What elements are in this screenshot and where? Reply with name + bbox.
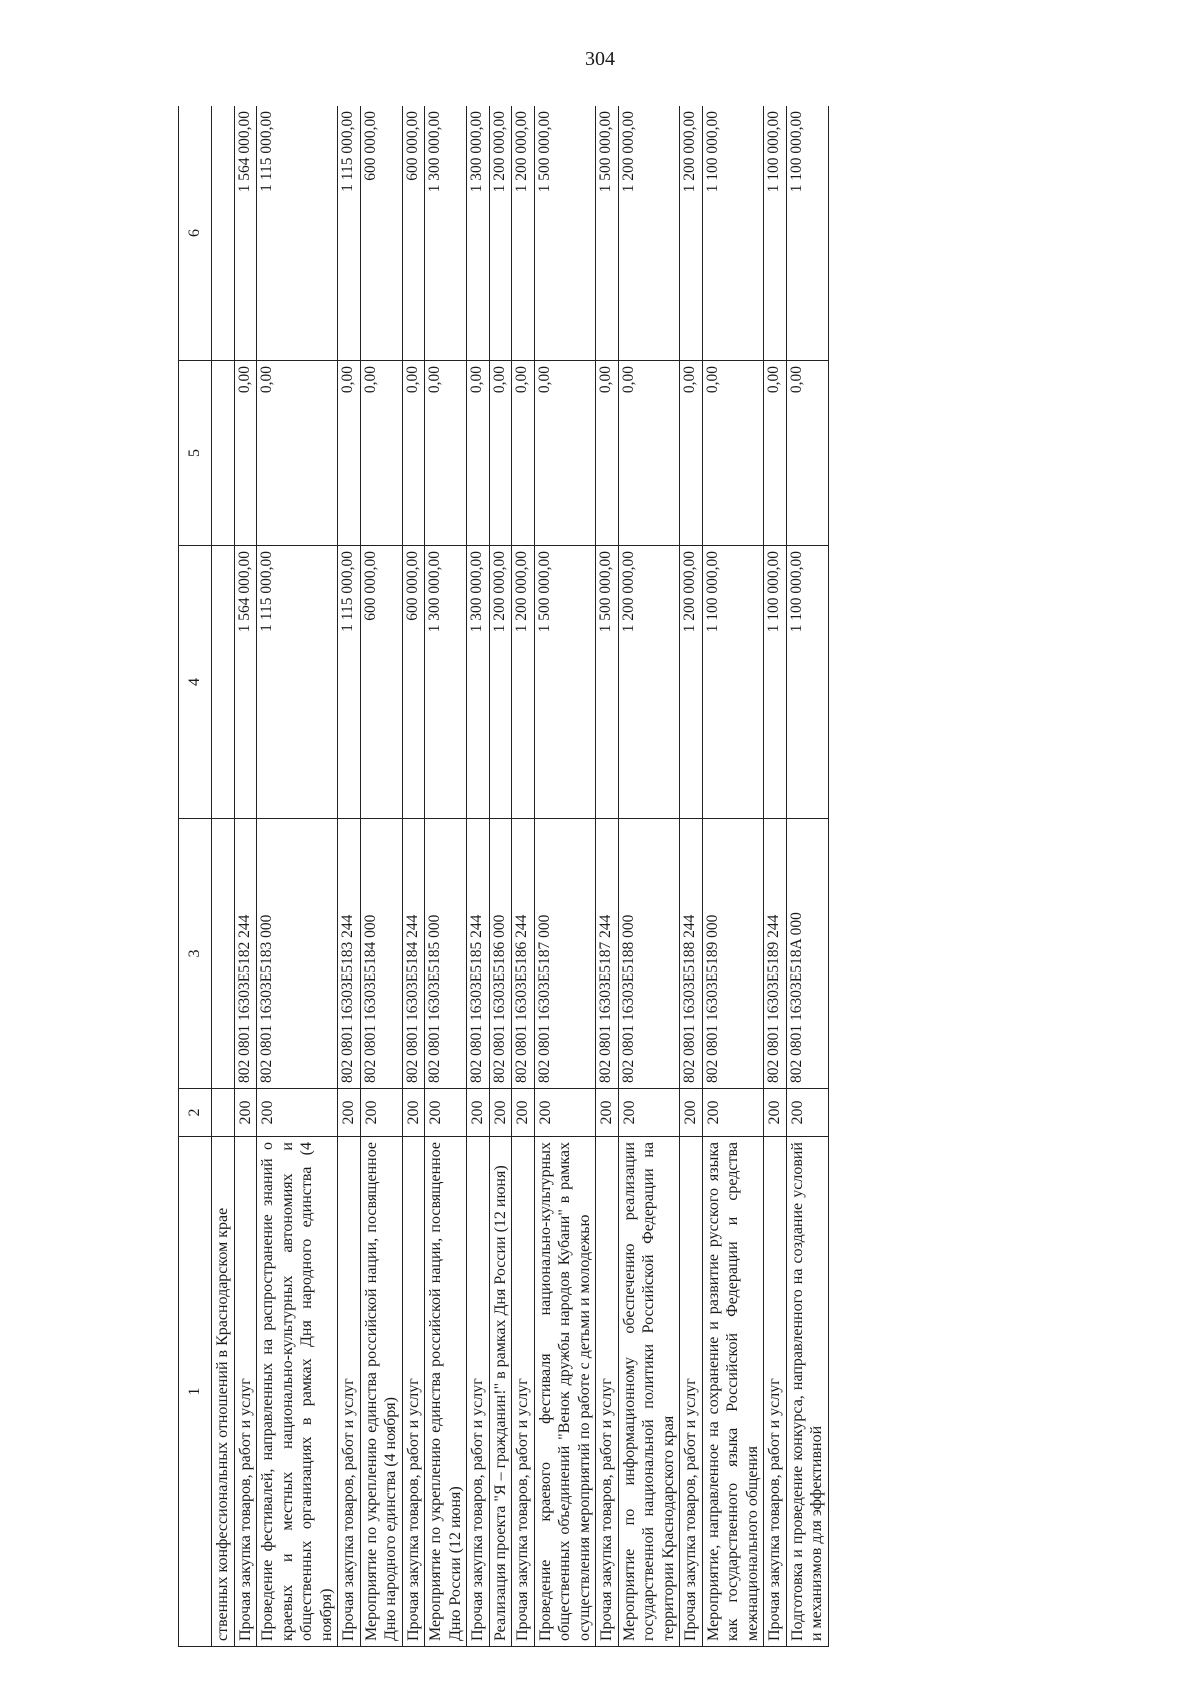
- row-name-cell: Прочая закупка товаров, работ и услуг: [402, 1137, 425, 1647]
- row-col2-cell: 200: [534, 1089, 596, 1137]
- row-col2-cell: 200: [338, 1089, 361, 1137]
- row-col4-cell: 1 500 000,00: [596, 546, 619, 819]
- row-col5-cell: 0,00: [702, 361, 764, 546]
- table-row: [764, 106, 787, 1647]
- row-code-cell: 802 0801 16303E5187 000: [534, 819, 596, 1089]
- row-col5-cell: 0,00: [425, 361, 467, 546]
- row-name-cell: Прочая закупка товаров, работ и услуг: [338, 1137, 361, 1647]
- row-col2-cell: 200: [425, 1089, 467, 1137]
- row-col2-cell: [212, 1089, 235, 1137]
- row-code-cell: 802 0801 16303E5183 000: [257, 819, 338, 1089]
- row-col4-cell: 1 300 000,00: [467, 546, 490, 819]
- table-row: [234, 106, 257, 1647]
- rotated-table-content: [178, 106, 1200, 1647]
- rotated-table-frame: [178, 106, 1200, 1647]
- row-code-cell: 802 0801 16303E5184 000: [360, 819, 402, 1089]
- header-col-3: 3: [179, 819, 212, 1089]
- header-col-4: 4: [179, 546, 212, 819]
- row-col5-cell: 0,00: [680, 361, 703, 546]
- table-row: [338, 106, 361, 1647]
- row-name-cell: Мероприятие по укреплению единства российской нации, посвященное Дню народного единства (4 ноября): [360, 1137, 402, 1647]
- row-name-cell: Прочая закупка товаров, работ и услуг: [234, 1137, 257, 1647]
- row-col6-cell: 1 200 000,00: [680, 106, 703, 361]
- row-name-cell: Прочая закупка товаров, работ и услуг: [764, 1137, 787, 1647]
- row-col6-cell: 1 300 000,00: [467, 106, 490, 361]
- row-col5-cell: 0,00: [596, 361, 619, 546]
- row-col6-cell: 1 100 000,00: [764, 106, 787, 361]
- row-code-cell: 802 0801 16303E5182 244: [234, 819, 257, 1089]
- row-col2-cell: 200: [234, 1089, 257, 1137]
- row-col5-cell: 0,00: [618, 361, 680, 546]
- row-col5-cell: 0,00: [764, 361, 787, 546]
- row-col6-cell: 1 115 000,00: [257, 106, 338, 361]
- table-row: [680, 106, 703, 1647]
- row-col5-cell: 0,00: [234, 361, 257, 546]
- row-name-cell: Мероприятие, направленное на сохранение и развитие русского языка как государственного языка Российской Федерации и средства межнационального общения: [702, 1137, 764, 1647]
- row-col6-cell: 1 200 000,00: [489, 106, 512, 361]
- table-row: [786, 106, 828, 1647]
- row-name-cell: Подготовка и проведение конкурса, направленного на создание условий и механизмов для эффективной: [786, 1137, 828, 1647]
- budget-table: [178, 106, 829, 1647]
- row-col5-cell: 0,00: [257, 361, 338, 546]
- row-col4-cell: 1 200 000,00: [512, 546, 535, 819]
- row-col2-cell: 200: [360, 1089, 402, 1137]
- row-name-cell: Реализация проекта "Я – гражданин!" в рамках Дня России (12 июня): [489, 1137, 512, 1647]
- row-col5-cell: 0,00: [534, 361, 596, 546]
- table-row: [618, 106, 680, 1647]
- row-col4-cell: 1 100 000,00: [764, 546, 787, 819]
- row-name-cell: Мероприятие по укреплению единства российской нации, посвященное Дню России (12 июня): [425, 1137, 467, 1647]
- row-col4-cell: 1 200 000,00: [489, 546, 512, 819]
- row-col5-cell: 0,00: [512, 361, 535, 546]
- row-col4-cell: 1 200 000,00: [680, 546, 703, 819]
- header-col-2: 2: [179, 1089, 212, 1137]
- row-name-cell: Прочая закупка товаров, работ и услуг: [596, 1137, 619, 1647]
- row-code-cell: 802 0801 16303E5183 244: [338, 819, 361, 1089]
- row-col6-cell: 1 100 000,00: [702, 106, 764, 361]
- table-row: [212, 106, 235, 1647]
- table-row: [467, 106, 490, 1647]
- row-col6-cell: 1 300 000,00: [425, 106, 467, 361]
- row-col5-cell: 0,00: [338, 361, 361, 546]
- row-col2-cell: 200: [680, 1089, 703, 1137]
- row-code-cell: [212, 819, 235, 1089]
- row-name-cell: Мероприятие по информационному обеспечению реализации государственной национальной политики Российской Федерации на территории Краснодарского края: [618, 1137, 680, 1647]
- row-col6-cell: 1 200 000,00: [512, 106, 535, 361]
- row-col5-cell: 0,00: [786, 361, 828, 546]
- row-code-cell: 802 0801 16303E5189 000: [702, 819, 764, 1089]
- row-col2-cell: 200: [786, 1089, 828, 1137]
- row-col4-cell: 1 100 000,00: [786, 546, 828, 819]
- row-col5-cell: 0,00: [467, 361, 490, 546]
- table-row: [489, 106, 512, 1647]
- row-col6-cell: 600 000,00: [402, 106, 425, 361]
- row-col6-cell: 1 200 000,00: [618, 106, 680, 361]
- row-col6-cell: 1 100 000,00: [786, 106, 828, 361]
- table-row: [702, 106, 764, 1647]
- row-col4-cell: 600 000,00: [402, 546, 425, 819]
- table-header-row: [179, 106, 212, 1647]
- row-name-cell: Прочая закупка товаров, работ и услуг: [512, 1137, 535, 1647]
- row-col2-cell: 200: [596, 1089, 619, 1137]
- row-col5-cell: [212, 361, 235, 546]
- row-name-cell: Прочая закупка товаров, работ и услуг: [680, 1137, 703, 1647]
- row-col5-cell: 0,00: [360, 361, 402, 546]
- row-col4-cell: 1 564 000,00: [234, 546, 257, 819]
- table-row: [512, 106, 535, 1647]
- row-col4-cell: 1 300 000,00: [425, 546, 467, 819]
- row-code-cell: 802 0801 16303E518A 000: [786, 819, 828, 1089]
- row-col2-cell: 200: [764, 1089, 787, 1137]
- row-col4-cell: 1 115 000,00: [257, 546, 338, 819]
- row-col6-cell: 1 500 000,00: [596, 106, 619, 361]
- table-row: [360, 106, 402, 1647]
- row-code-cell: 802 0801 16303E5186 244: [512, 819, 535, 1089]
- row-name-cell: ственных конфессиональных отношений в Краснодарском крае: [212, 1137, 235, 1647]
- row-name-cell: Проведение краевого фестиваля национально-культурных общественных объединений "Венок дружбы народов Кубани" в рамках осуществления мероприятий по работе с детьми и молодежью: [534, 1137, 596, 1647]
- row-name-cell: Проведение фестивалей, направленных на распространение знаний о краевых и местных национально-культурных автономиях и общественных организациях в рамках Дня народного единства (4 ноября): [257, 1137, 338, 1647]
- table-row: [257, 106, 338, 1647]
- row-code-cell: 802 0801 16303E5187 244: [596, 819, 619, 1089]
- table-row: [534, 106, 596, 1647]
- row-code-cell: 802 0801 16303E5188 244: [680, 819, 703, 1089]
- row-col6-cell: 1 115 000,00: [338, 106, 361, 361]
- row-code-cell: 802 0801 16303E5186 000: [489, 819, 512, 1089]
- table-row: [596, 106, 619, 1647]
- header-col-6: 6: [179, 106, 212, 361]
- header-col-1: 1: [179, 1137, 212, 1647]
- row-col2-cell: 200: [467, 1089, 490, 1137]
- row-code-cell: 802 0801 16303E5185 244: [467, 819, 490, 1089]
- row-col4-cell: 1 500 000,00: [534, 546, 596, 819]
- table-body: [212, 106, 829, 1647]
- row-col4-cell: 1 200 000,00: [618, 546, 680, 819]
- page-number: 304: [585, 48, 615, 70]
- row-col5-cell: 0,00: [402, 361, 425, 546]
- table-row: [402, 106, 425, 1647]
- row-code-cell: 802 0801 16303E5189 244: [764, 819, 787, 1089]
- row-col5-cell: 0,00: [489, 361, 512, 546]
- row-col6-cell: 1 564 000,00: [234, 106, 257, 361]
- row-code-cell: 802 0801 16303E5188 000: [618, 819, 680, 1089]
- row-col6-cell: [212, 106, 235, 361]
- row-col2-cell: 200: [618, 1089, 680, 1137]
- row-col4-cell: 1 115 000,00: [338, 546, 361, 819]
- row-col4-cell: [212, 546, 235, 819]
- row-code-cell: 802 0801 16303E5185 000: [425, 819, 467, 1089]
- row-col2-cell: 200: [402, 1089, 425, 1137]
- table-row: [425, 106, 467, 1647]
- row-col2-cell: 200: [512, 1089, 535, 1137]
- row-col2-cell: 200: [702, 1089, 764, 1137]
- row-col6-cell: 600 000,00: [360, 106, 402, 361]
- row-col6-cell: 1 500 000,00: [534, 106, 596, 361]
- header-col-5: 5: [179, 361, 212, 546]
- row-col2-cell: 200: [489, 1089, 512, 1137]
- row-code-cell: 802 0801 16303E5184 244: [402, 819, 425, 1089]
- row-name-cell: Прочая закупка товаров, работ и услуг: [467, 1137, 490, 1647]
- row-col4-cell: 1 100 000,00: [702, 546, 764, 819]
- row-col4-cell: 600 000,00: [360, 546, 402, 819]
- row-col2-cell: 200: [257, 1089, 338, 1137]
